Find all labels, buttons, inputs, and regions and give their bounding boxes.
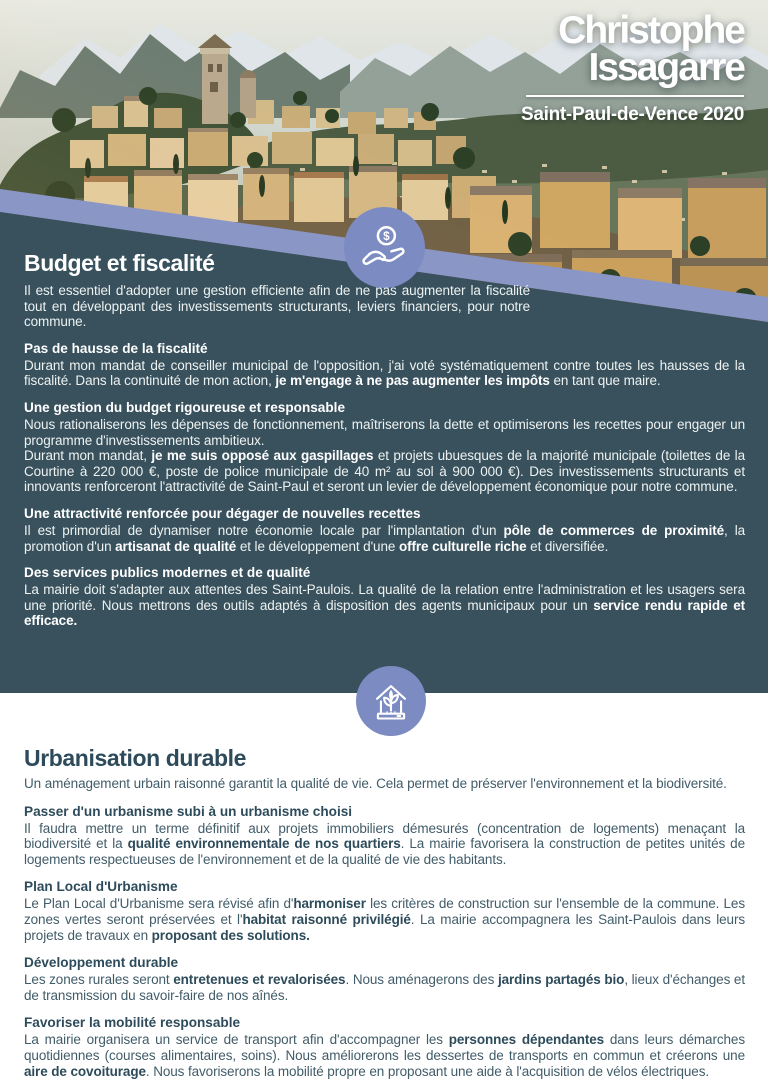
- text-segment: Durant mon mandat,: [24, 448, 152, 464]
- policy-paragraph: [24, 417, 745, 448]
- policy-paragraph: [24, 972, 745, 1003]
- coin-symbol: $: [383, 229, 390, 243]
- text-segment: proposant des solutions.: [151, 927, 310, 943]
- policy-heading: Une gestion du budget rigoureuse et responsable: [24, 399, 346, 415]
- text-segment: dans leurs démarches quotidiennes (courses alimentaires, soins). Nous améliorerons les dessertes de transports en commun et créerons une: [24, 1032, 745, 1063]
- text-segment: jardins partagés bio: [497, 972, 625, 988]
- text-segment: personnes dépendantes: [448, 1032, 605, 1048]
- policy-paragraph: [24, 1032, 745, 1079]
- text-segment: Le Plan Local d'Urbanisme sera révisé afin d': [24, 896, 294, 912]
- text-segment: , lieux d'échanges et de transmission du savoir-faire de nos aînés.: [24, 972, 745, 1003]
- text-segment: aire de covoiturage: [24, 1063, 146, 1079]
- text-segment: . Nous favoriserons la mobilité propre en proposant une aide à l'acquisition de vélos électriques.: [145, 1063, 710, 1079]
- policy-heading: Plan Local d'Urbanisme: [24, 879, 178, 895]
- campaign-label: Saint-Paul-de-Vence 2020: [520, 104, 744, 125]
- candidate-title: [520, 9, 744, 126]
- policy-block: [24, 879, 745, 943]
- policy-heading: Des services publics modernes et de qualité: [24, 565, 311, 581]
- text-segment: Il est primordial de dynamiser notre économie locale par l'implantation d'un: [24, 522, 504, 538]
- policy-block: [24, 341, 745, 389]
- text-segment: La mairie organisera un service de transport afin d'accompagner les: [24, 1032, 449, 1048]
- text-segment: Il faudra mettre un terme définitif aux projets immobiliers démesurés (concentration de logements) menaçant la biodiversité et la: [24, 820, 745, 852]
- text-segment: Durant mon mandat de conseiller municipal de l'opposition, j'ai voté systématiquement contre toutes les hausses de la fiscalité. Dans la continuité de mon action,: [24, 357, 745, 389]
- text-segment: Il est essentiel d'adopter une gestion efficiente afin de ne pas augmenter la fiscalité tout en développant des investissements structurants, leviers financiers, pour notre commune.: [24, 283, 530, 330]
- urbanism-icon-badge: [356, 666, 426, 736]
- text-segment: je m'engage à ne pas augmenter les impôts: [275, 373, 550, 389]
- policy-block: [24, 1015, 745, 1079]
- text-segment: , la promotion d'un: [24, 522, 746, 554]
- policy-heading: Pas de hausse de la fiscalité: [24, 340, 208, 356]
- budget-section: [24, 250, 745, 629]
- policy-heading: Développement durable: [24, 955, 179, 971]
- text-segment: les critères de construction sur l'ensemble de la commune. Les zones vertes seront préservées et l': [24, 896, 745, 927]
- policy-blocks: [24, 804, 745, 1080]
- text-segment: en tant que maire.: [549, 373, 661, 389]
- section-title: Budget et fiscalité: [24, 250, 215, 276]
- candidate-last-name: Issagarre: [588, 46, 744, 89]
- policy-paragraph: [24, 448, 745, 495]
- text-segment: offre culturelle riche: [398, 538, 527, 554]
- policy-paragraph: [24, 896, 745, 943]
- title-divider: [526, 95, 744, 97]
- policy-heading: Passer d'un urbanisme subi à un urbanisme choisi: [24, 803, 353, 819]
- text-segment: habitat raisonné privilégié: [242, 911, 411, 927]
- text-segment: harmoniser: [293, 896, 366, 912]
- text-segment: entretenues et revalorisées: [173, 972, 346, 988]
- policy-block: [24, 506, 745, 554]
- text-segment: . La mairie favorisera la construction de petites unités de logements respectueuses de l'environnement et de la qualité de vie des habitants.: [24, 836, 745, 867]
- section-intro: [24, 776, 745, 792]
- eco-house-icon: [370, 680, 412, 722]
- section-intro: [24, 283, 530, 330]
- policy-paragraph: [24, 582, 745, 629]
- policy-block: [24, 804, 745, 868]
- text-segment: Nous rationaliserons les dépenses de fonctionnement, maîtriserons la dette et optimiserons les recettes pour engager un programme d'investissements ambitieux.: [24, 416, 745, 448]
- urbanism-section: [24, 745, 745, 1079]
- text-segment: et projets ubuesques de la majorité municipale (toilettes de la Courtine à 220 000 €, poste de police municipale de 40 m² au sol à 900 000 €). Des investissements structurants et innovants renforceront l'attractivité de Saint-Paul et seront un levier de développement économique pour notre commune.: [24, 448, 745, 495]
- text-segment: qualité environnementale de nos quartiers: [127, 836, 401, 852]
- section-title: Urbanisation durable: [24, 745, 247, 771]
- policy-blocks: [24, 341, 745, 629]
- text-segment: La mairie doit s'adapter aux attentes des Saint-Paulois. La qualité de la relation entre l'administration et les usagers sera une priorité. Nous mettrons des outils adaptés à disposition des agents municipaux pour un: [24, 582, 745, 613]
- policy-paragraph: [24, 523, 745, 554]
- policy-block: [24, 955, 745, 1003]
- policy-paragraph: [24, 821, 745, 868]
- text-segment: je me suis opposé aux gaspillages: [151, 448, 374, 464]
- policy-block: [24, 400, 745, 495]
- text-segment: service rendu rapide et efficace.: [24, 597, 746, 629]
- text-segment: . La mairie accompagnera les Saint-Paulois dans leurs projets de travaux en: [24, 911, 746, 943]
- text-segment: et le développement d'une: [236, 538, 399, 554]
- policy-heading: Une attractivité renforcée pour dégager de nouvelles recettes: [24, 505, 421, 521]
- text-segment: Un aménagement urbain raisonné garantit la qualité de vie. Cela permet de préserver l'environnement et la biodiversité.: [24, 776, 727, 791]
- text-segment: pôle de commerces de proximité: [503, 522, 725, 538]
- text-segment: . Nous aménagerons des: [345, 972, 498, 988]
- text-segment: artisanat de qualité: [115, 538, 237, 554]
- policy-heading: Favoriser la mobilité responsable: [24, 1015, 241, 1031]
- text-segment: Les zones rurales seront: [24, 972, 174, 988]
- text-segment: et diversifiée.: [526, 538, 609, 554]
- policy-block: [24, 565, 745, 629]
- policy-paragraph: [24, 358, 745, 389]
- candidate-first-name: Christophe: [558, 9, 744, 52]
